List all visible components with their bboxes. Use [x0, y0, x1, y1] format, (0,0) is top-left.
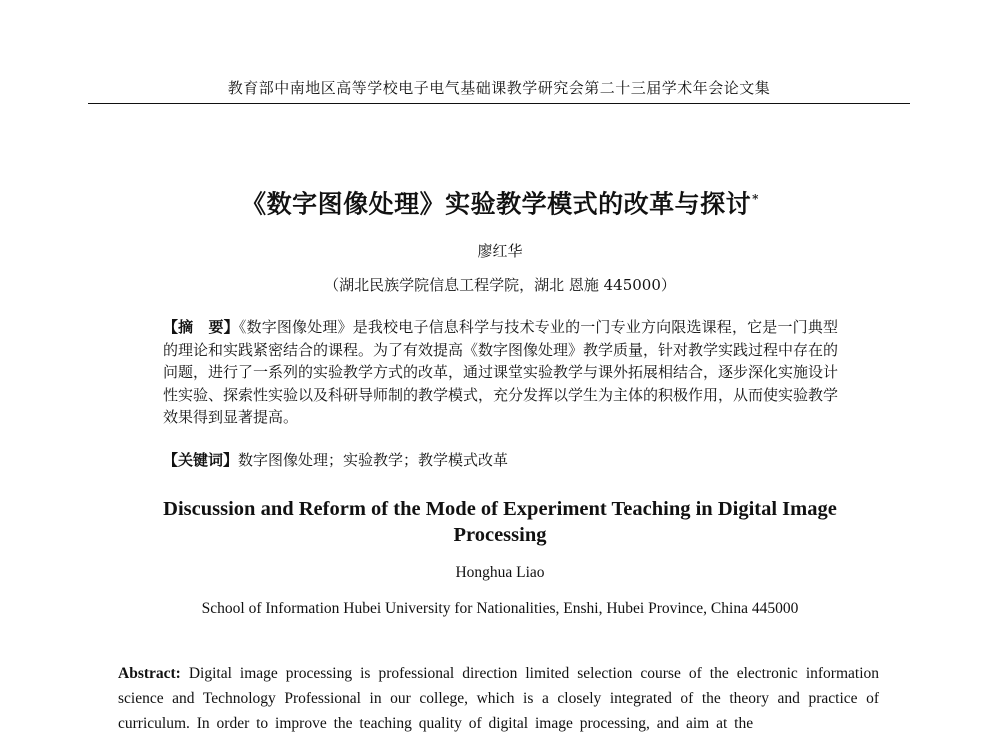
keywords-chinese-text: 数字图像处理；实验教学；教学模式改革 — [238, 451, 509, 469]
affiliation-chinese: （湖北民族学院信息工程学院，湖北 恩施 445000） — [324, 276, 676, 294]
header-rule — [88, 103, 910, 104]
abstract-chinese — [163, 316, 838, 429]
keywords-chinese-label: 【关键词】 — [163, 451, 239, 469]
abstract-english — [118, 661, 879, 736]
paper-title-chinese-text: 《数字图像处理》实验教学模式的改革与探讨 — [241, 189, 752, 219]
running-header: 教育部中南地区高等学校电子电气基础课教学研究会第二十三届学术年会论文集 — [227, 79, 771, 97]
abstract-chinese-label: 【摘 要】 — [163, 318, 239, 336]
affiliation-english: School of Information Hubei University for Nationalities, Enshi, Hubei Province, China 445000 — [201, 600, 799, 617]
abstract-english-label: Abstract: — [118, 665, 181, 682]
keywords-chinese — [163, 450, 838, 470]
abstract-chinese-text: 《数字图像处理》是我校电子信息科学与技术专业的一门专业方向限选课程，它是一门典型的理论和实践紧密结合的课程。为了有效提高《数字图像处理》教学质量，针对教学实践过程中存在的问题，进行了一系列的实验教学方式的改革，通过课堂实验教学与课外拓展相结合，逐步深化实施设计性实验、探索性实验以及科研导师制的教学模式，充分发挥以学生为主体的积极作用，从而使实验教学效果得到显著提高。 — [163, 318, 839, 427]
author-chinese: 廖红华 — [477, 242, 523, 260]
paper-title-chinese — [0, 182, 1000, 221]
author-english: Honghua Liao — [455, 564, 545, 581]
footnote-mark: * — [752, 192, 759, 206]
abstract-english-text: Digital image processing is professional direction limited selection course of the electronic information science and Technology Professional in our college, which is a closely integrated of the theory and practice of curriculum. In order to improve the teaching quality of digital image processing, and aim at the — [118, 665, 879, 732]
paper-title-english: Discussion and Reform of the Mode of Experiment Teaching in Digital Image Processing — [163, 498, 837, 546]
